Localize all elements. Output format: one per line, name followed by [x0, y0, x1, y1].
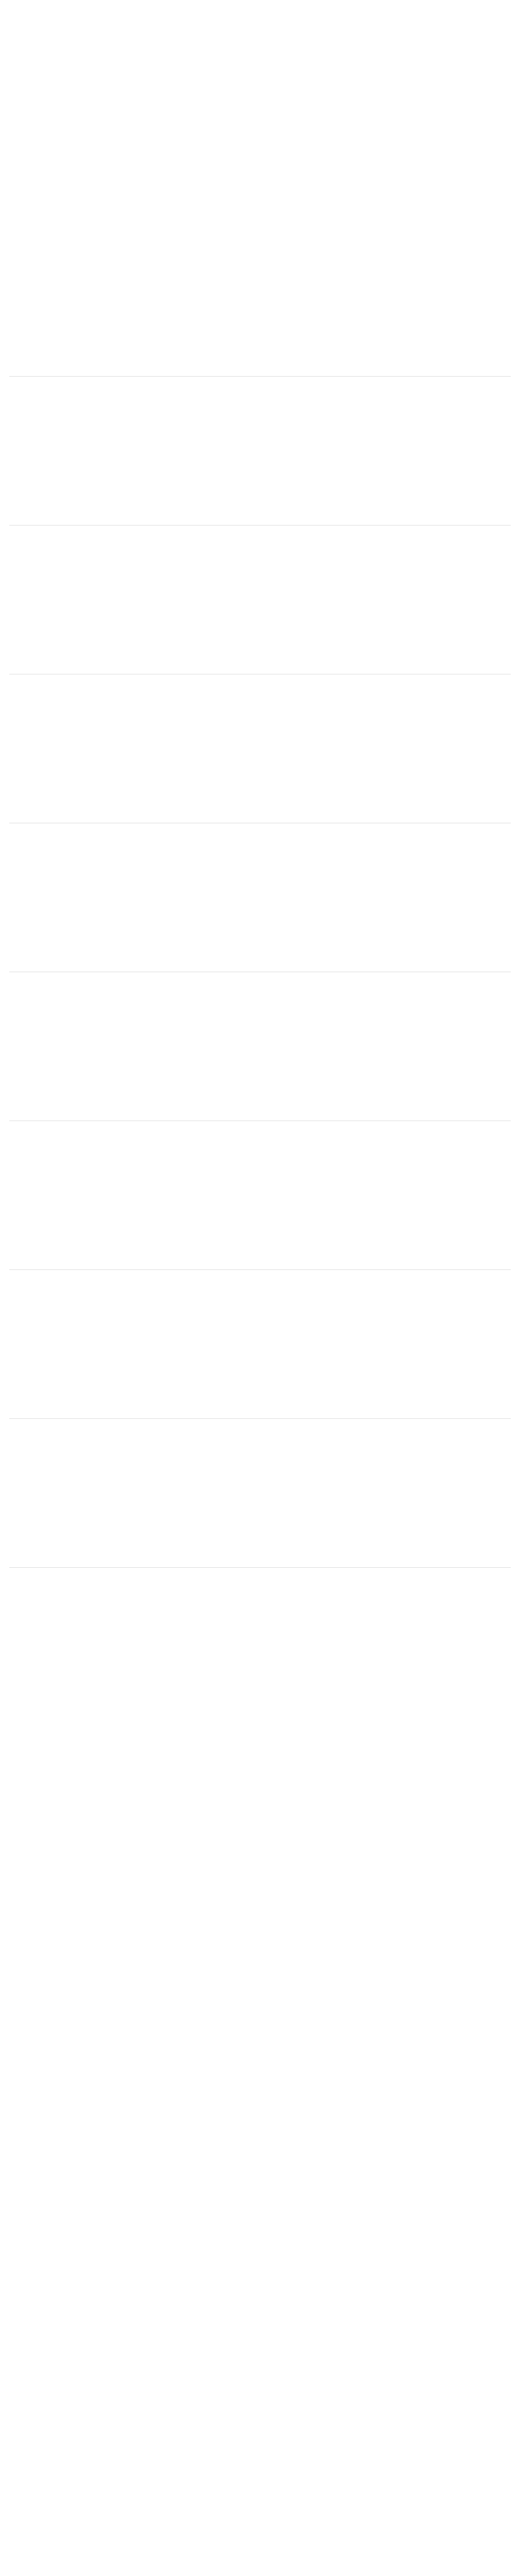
property-item-body [9, 1573, 511, 1712]
intro-paragraph [9, 52, 511, 222]
conditions-text [9, 1724, 511, 1992]
header-row-case [9, 7, 511, 21]
property-item [9, 1269, 511, 1418]
property-item [9, 823, 511, 972]
property-item-body [9, 1126, 511, 1265]
property-item-body [9, 977, 511, 1116]
property-item-body [9, 531, 511, 670]
header-row-date [9, 21, 511, 34]
property-item [9, 228, 511, 376]
property-item-body [9, 828, 511, 968]
property-item [9, 674, 511, 823]
closing-text [9, 1992, 511, 2075]
property-list [9, 228, 511, 1716]
property-item-body [9, 680, 511, 819]
property-item [9, 972, 511, 1121]
property-item-body [9, 1424, 511, 1563]
property-item [9, 376, 511, 525]
property-item-body [9, 233, 511, 372]
notice-title [9, 34, 511, 47]
property-item [9, 525, 511, 674]
notice-header [9, 7, 511, 47]
property-item [9, 1418, 511, 1567]
property-item [9, 1567, 511, 1716]
property-item-body [9, 382, 511, 521]
property-item [9, 1121, 511, 1269]
property-item-body [9, 1275, 511, 1414]
